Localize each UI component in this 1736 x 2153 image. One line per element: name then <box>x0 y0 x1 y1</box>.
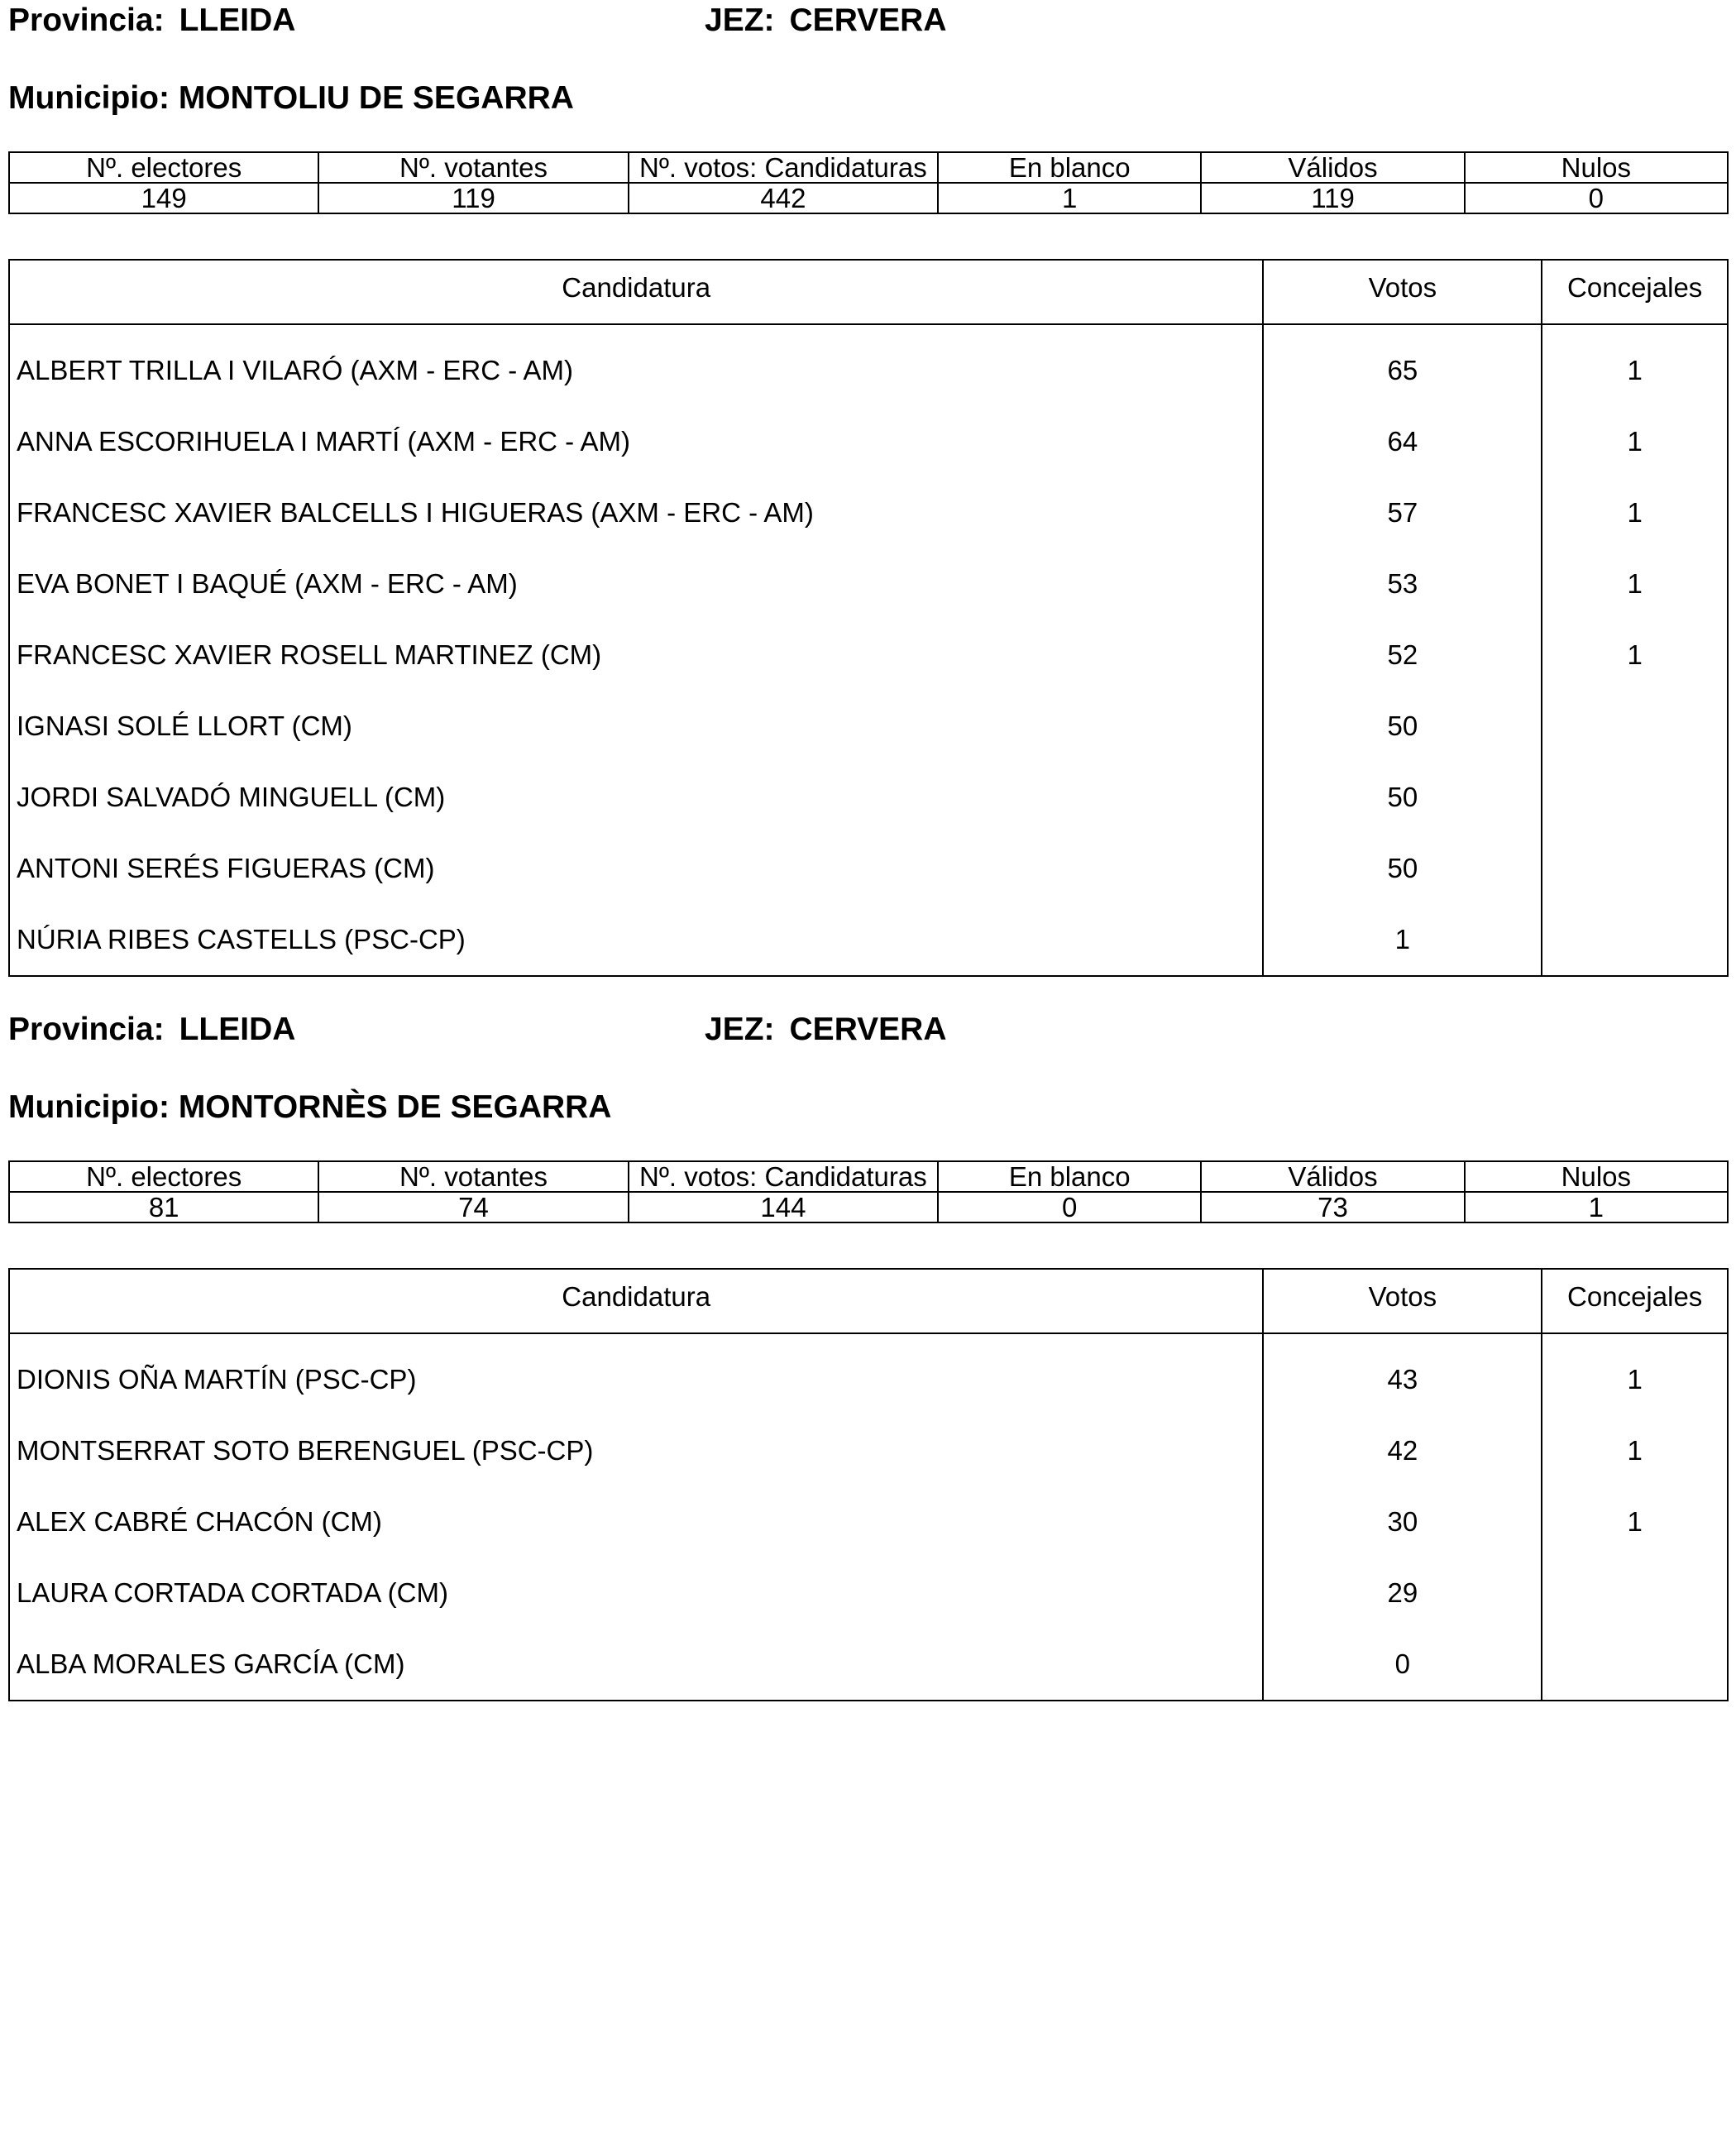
candidate-concejales <box>1542 691 1728 762</box>
summary-header-cell: Nº. votantes <box>318 152 628 183</box>
municipio-label: Municipio: <box>8 80 170 116</box>
candidate-name: ANTONI SERÉS FIGUERAS (CM) <box>9 833 1263 904</box>
candidate-row <box>9 620 1728 691</box>
candidate-votes: 43 <box>1263 1333 1542 1415</box>
summary-value-cell: 442 <box>629 183 938 213</box>
candidate-votes: 65 <box>1263 324 1542 406</box>
candidate-concejales: 1 <box>1542 477 1728 548</box>
candidate-concejales: 1 <box>1542 406 1728 477</box>
candidate-concejales <box>1542 1629 1728 1701</box>
candidate-row <box>9 833 1728 904</box>
candidate-concejales <box>1542 904 1728 976</box>
candidate-name: LAURA CORTADA CORTADA (CM) <box>9 1557 1263 1629</box>
results-table <box>8 1268 1729 1701</box>
candidate-row <box>9 324 1728 406</box>
summary-value-row <box>9 183 1728 213</box>
summary-header-cell: Nº. electores <box>9 152 318 183</box>
municipio-header <box>8 1088 611 1127</box>
candidate-row <box>9 762 1728 833</box>
candidate-name: NÚRIA RIBES CASTELLS (PSC-CP) <box>9 904 1263 976</box>
candidate-votes: 64 <box>1263 406 1542 477</box>
candidate-row <box>9 477 1728 548</box>
candidatura-header: Candidatura <box>9 1269 1263 1333</box>
summary-value-cell: 74 <box>318 1192 628 1222</box>
results-table <box>8 259 1729 977</box>
results-header-row <box>9 1269 1728 1333</box>
candidate-concejales: 1 <box>1542 324 1728 406</box>
candidate-concejales <box>1542 833 1728 904</box>
municipio-label: Municipio: <box>8 1089 170 1125</box>
candidate-concejales <box>1542 1557 1728 1629</box>
jez-value: CERVERA <box>789 1012 947 1047</box>
jez-label: JEZ: <box>705 2 775 38</box>
candidate-name: ALEX CABRÉ CHACÓN (CM) <box>9 1486 1263 1557</box>
summary-header-cell: Nº. votos: Candidaturas <box>629 1161 938 1192</box>
candidate-concejales: 1 <box>1542 1333 1728 1415</box>
candidate-name: IGNASI SOLÉ LLORT (CM) <box>9 691 1263 762</box>
candidate-concejales <box>1542 762 1728 833</box>
candidate-name: MONTSERRAT SOTO BERENGUEL (PSC-CP) <box>9 1415 1263 1486</box>
candidate-votes: 52 <box>1263 620 1542 691</box>
candidate-name: JORDI SALVADÓ MINGUELL (CM) <box>9 762 1263 833</box>
summary-header-cell: Válidos <box>1201 152 1464 183</box>
candidate-row <box>9 1333 1728 1415</box>
votos-header: Votos <box>1263 1269 1542 1333</box>
jez-header <box>705 1011 947 1049</box>
candidate-name: ALBERT TRILLA I VILARÓ (AXM - ERC - AM) <box>9 324 1263 406</box>
candidate-name: ANNA ESCORIHUELA I MARTÍ (AXM - ERC - AM) <box>9 406 1263 477</box>
summary-value-cell: 0 <box>1465 183 1728 213</box>
summary-header-cell: Nulos <box>1465 152 1728 183</box>
jez-value: CERVERA <box>789 2 947 38</box>
candidate-votes: 50 <box>1263 691 1542 762</box>
concejales-header: Concejales <box>1542 260 1728 324</box>
candidate-row <box>9 406 1728 477</box>
summary-header-cell: Nº. votantes <box>318 1161 628 1192</box>
municipio-value: MONTORNÈS DE SEGARRA <box>178 1089 612 1125</box>
summary-value-cell: 81 <box>9 1192 318 1222</box>
candidate-row <box>9 904 1728 976</box>
summary-value-cell: 144 <box>629 1192 938 1222</box>
candidate-name: EVA BONET I BAQUÉ (AXM - ERC - AM) <box>9 548 1263 620</box>
provincia-label: Provincia: <box>8 1012 165 1047</box>
summary-value-cell: 0 <box>938 1192 1201 1222</box>
summary-value-cell: 73 <box>1201 1192 1464 1222</box>
candidate-row <box>9 1486 1728 1557</box>
provincia-value: LLEIDA <box>179 1012 296 1047</box>
candidate-row <box>9 1629 1728 1701</box>
provincia-header <box>8 2 295 40</box>
candidate-votes: 50 <box>1263 833 1542 904</box>
candidate-row <box>9 1415 1728 1486</box>
candidate-name: FRANCESC XAVIER ROSELL MARTINEZ (CM) <box>9 620 1263 691</box>
candidate-votes: 42 <box>1263 1415 1542 1486</box>
summary-table <box>8 1160 1729 1223</box>
summary-value-cell: 149 <box>9 183 318 213</box>
candidate-row <box>9 548 1728 620</box>
summary-value-row <box>9 1192 1728 1222</box>
candidate-votes: 50 <box>1263 762 1542 833</box>
candidate-votes: 30 <box>1263 1486 1542 1557</box>
candidate-name: ALBA MORALES GARCÍA (CM) <box>9 1629 1263 1701</box>
summary-table <box>8 151 1729 214</box>
summary-header-cell: En blanco <box>938 152 1201 183</box>
provincia-header <box>8 1011 295 1049</box>
provincia-value: LLEIDA <box>179 2 296 38</box>
candidate-concejales: 1 <box>1542 548 1728 620</box>
summary-value-cell: 1 <box>1465 1192 1728 1222</box>
summary-value-cell: 1 <box>938 183 1201 213</box>
summary-header-row <box>9 1161 1728 1192</box>
summary-header-cell: Válidos <box>1201 1161 1464 1192</box>
candidate-votes: 1 <box>1263 904 1542 976</box>
provincia-label: Provincia: <box>8 2 165 38</box>
candidate-concejales: 1 <box>1542 1415 1728 1486</box>
candidate-name: DIONIS OÑA MARTÍN (PSC-CP) <box>9 1333 1263 1415</box>
jez-header <box>705 2 947 40</box>
summary-header-row <box>9 152 1728 183</box>
summary-header-cell: En blanco <box>938 1161 1201 1192</box>
candidate-row <box>9 1557 1728 1629</box>
candidate-votes: 57 <box>1263 477 1542 548</box>
summary-header-cell: Nulos <box>1465 1161 1728 1192</box>
municipio-value: MONTOLIU DE SEGARRA <box>178 80 574 116</box>
summary-value-cell: 119 <box>1201 183 1464 213</box>
candidate-concejales: 1 <box>1542 620 1728 691</box>
candidate-votes: 29 <box>1263 1557 1542 1629</box>
candidate-votes: 53 <box>1263 548 1542 620</box>
candidate-name: FRANCESC XAVIER BALCELLS I HIGUERAS (AXM - ERC - AM) <box>9 477 1263 548</box>
candidate-concejales: 1 <box>1542 1486 1728 1557</box>
summary-header-cell: Nº. electores <box>9 1161 318 1192</box>
candidate-row <box>9 691 1728 762</box>
summary-header-cell: Nº. votos: Candidaturas <box>629 152 938 183</box>
jez-label: JEZ: <box>705 1012 775 1047</box>
municipio-header <box>8 79 574 117</box>
votos-header: Votos <box>1263 260 1542 324</box>
candidate-votes: 0 <box>1263 1629 1542 1701</box>
results-header-row <box>9 260 1728 324</box>
concejales-header: Concejales <box>1542 1269 1728 1333</box>
candidatura-header: Candidatura <box>9 260 1263 324</box>
summary-value-cell: 119 <box>318 183 628 213</box>
